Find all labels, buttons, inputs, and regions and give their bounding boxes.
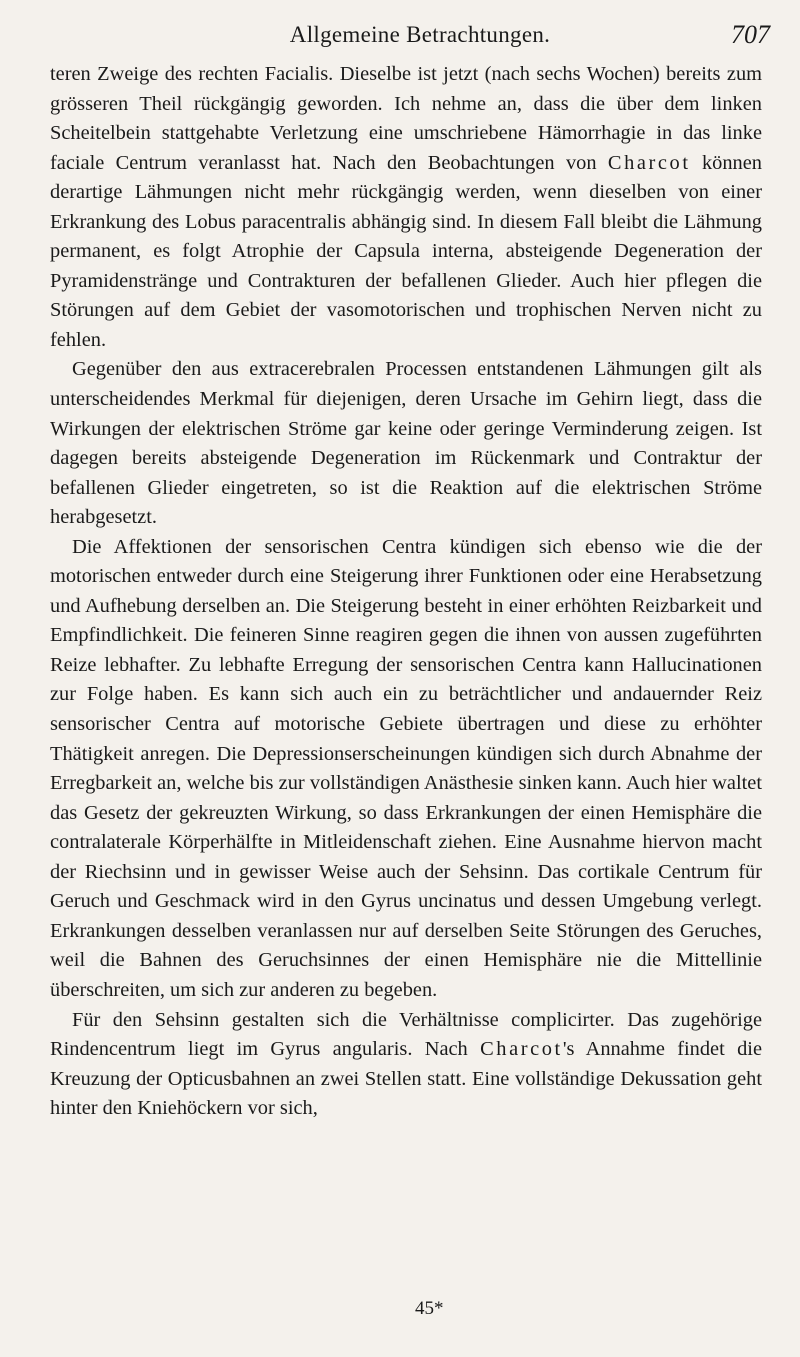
paragraph-4-part-b: 's Annahme findet die Kreuzung der Opticusbahnen an zwei Stellen statt. Eine vollständige Dekussation geht hinter den Kniehöckern vor sich,	[50, 1038, 763, 1120]
sheet-signature: 45*	[415, 1298, 444, 1319]
author-name-charcot: Charcot	[607, 151, 691, 174]
paragraph-1-part-a: teren Zweige des rechten Facialis. Dieselbe ist jetzt (nach sechs Wochen) bereits zum grösseren Theil rückgängig geworden. Ich nehme an, dass die über dem linken Scheitelbein stattgehabte Verletzung eine umschriebene Hämorrhagie in das linke faciale Centrum veranlasst hat. Nach den Beobachtungen von	[50, 63, 762, 174]
page-number: 707	[731, 20, 770, 49]
author-name-charcot: Charcot	[480, 1038, 563, 1061]
paragraph-2: Gegenüber den aus extracerebralen Processen entstandenen Lähmungen gilt als unterscheidendes Merkmal für diejenigen, deren Ursache im Gehirn liegt, dass die Wirkungen der elektrischen Ströme gar keine oder geringe Verminderung zeigen. Ist dagegen bereits absteigende Degeneration im Rückenmark und Contraktur der befallenen Glieder eingetreten, so ist die Reaktion auf die elektrischen Ströme herabgesetzt.	[50, 358, 762, 529]
running-head	[50, 14, 770, 54]
paragraph-4	[50, 1006, 762, 1124]
paragraph-1-part-b: können derartige Lähmungen nicht mehr rückgängig werden, wenn dieselben von einer Erkrankung des Lobus paracentralis abhängig sind. In diesem Fall bleibt die Lähmung permanent, es folgt Atrophie der Capsula interna, absteigende Degeneration der Pyramidenstränge und Contrakturen der befallenen Glieder. Auch hier pflegen die Störungen auf dem Gebiet der vasomotorischen und trophischen Nerven nicht zu fehlen.	[50, 151, 762, 351]
paragraph-4-part-a: Für den Sehsinn gestalten sich die Verhältnisse complicirter. Das zugehörige Rindencentrum liegt im Gyrus angularis. Nach	[50, 1008, 762, 1061]
paragraph-3: Die Affektionen der sensorischen Centra kündigen sich ebenso wie die der motorischen entweder durch eine Steigerung ihrer Funktionen oder eine Herabsetzung und Aufhebung derselben an. Die Steigerung besteht in einer erhöhten Reizbarkeit und Empfindlichkeit. Die feineren Sinne reagiren gegen die ihnen von aussen zugeführten Reize lebhafter. Zu lebhafte Erregung der sensorischen Centra kann Hallucinationen zur Folge haben. Es kann sich auch ein zu beträchtlicher und andauernder Reiz sensorischer Centra auf motorische Gebiete übertragen und diese zu erhöhter Thätigkeit anregen. Die Depressionserscheinungen kündigen sich durch Abnahme der Erregbarkeit an, welche bis zur vollständigen Anästhesie sinken kann. Auch hier waltet das Gesetz der gekreuzten Wirkung, so dass Erkrankungen der einen Hemisphäre die contralaterale Körperhälfte in Mitleidenschaft ziehen. Eine Ausnahme hiervon macht der Riechsinn und in gewisser Weise auch der Sehsinn. Das cortikale Centrum für Geruch und Geschmack wird in den Gyrus uncinatus und dessen Umgebung verlegt. Erkrankungen desselben veranlassen nur auf derselben Seite Störungen des Geruches, weil die Bahnen des Geruchsinnes der einen Hemisphäre nie die Mittellinie überschreiten, um sich zur anderen zu begeben.	[50, 535, 762, 1001]
body-text	[50, 60, 762, 1124]
paragraph-1	[50, 60, 762, 355]
running-title: Allgemeine Betrachtungen.	[289, 22, 551, 47]
